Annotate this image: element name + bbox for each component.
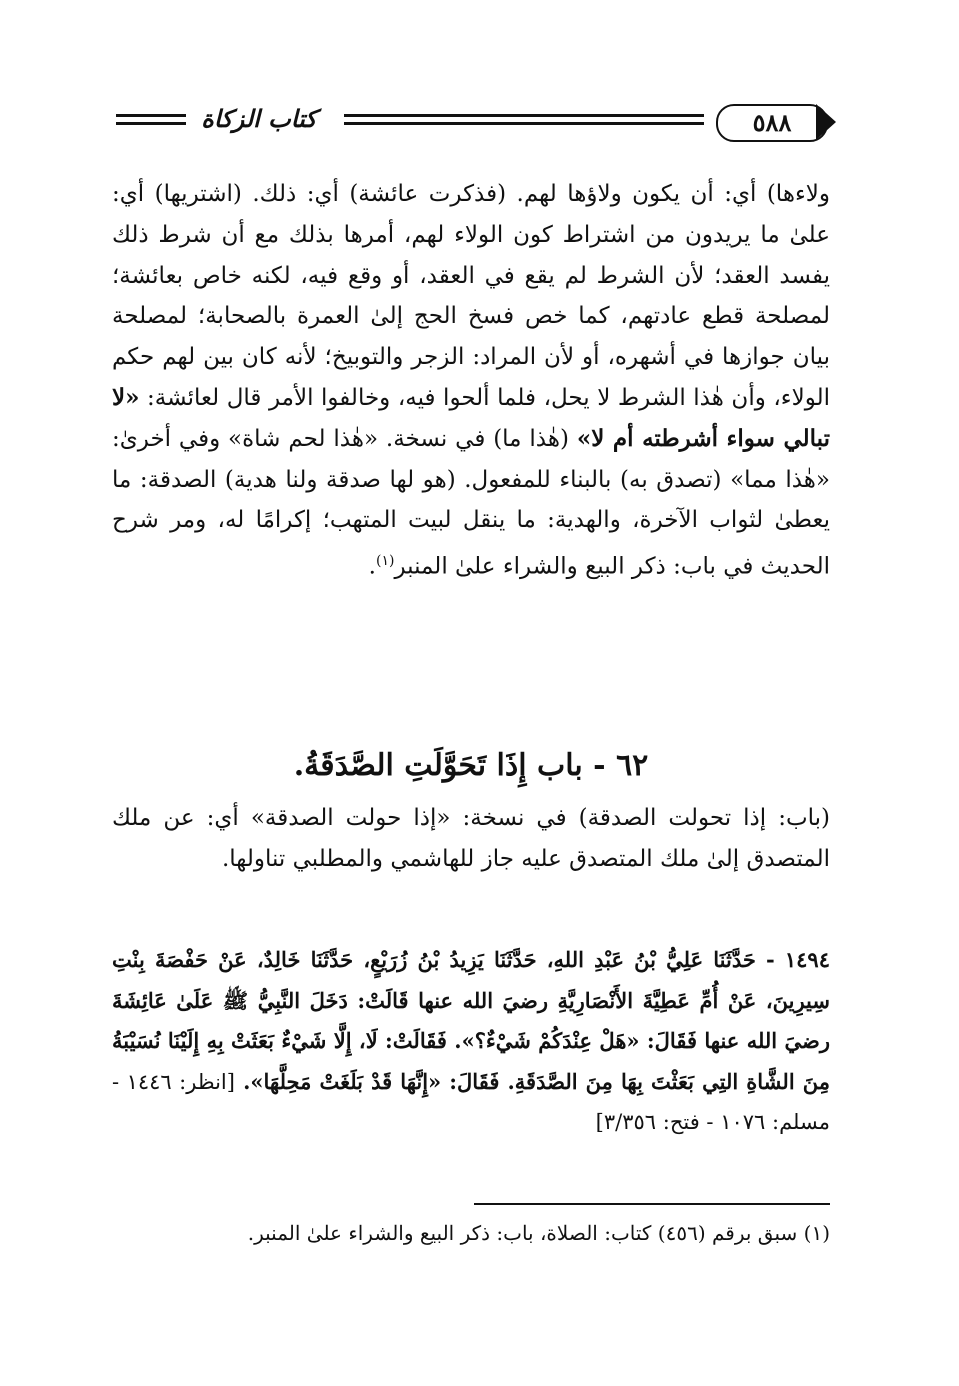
page-number: ٥٨٨ xyxy=(752,108,792,137)
commentary-text: ولاءها) أي: أن يكون ولاؤها لهم. (فذكرت عائشة) أي: ذلك. (اشتريها) أي: علىٰ ما يريدون من اشتراط كون الولاء لهم، أمرها بذلك مع أن شرط ذلك يفسد العقد؛ لأن الشرط لم يقع في العقد، أو وقع فيه، لكنه خاص بعائشة؛ لمصلحة قطع عادتهم، كما خص فسخ الحج إلىٰ العمرة بالصحابة؛ لمصلحة بيان جوازها في أشهره، أو لأن المراد: الزجر والتوبيخ؛ لأنه كان بين لهم حكم الولاء، وأن هٰذا الشرط لا يحل، فلما ألحوا فيه، وخالفوا الأمر قال لعائشة: «لا تبالي سواء أشرطته أم لا» (هٰذا ما) في نسخة. «هٰذا لحم شاة» وفي أخرىٰ: «هٰذا مما» (تصدق به) بالبناء للمفعول. (هو لها صدقة ولنا هدية) الصدقة: ما يعطىٰ لثواب الآخرة، والهدية: ما ينقل لبيت المتهب؛ إكرامًا له، ومر شرح الحديث في باب: ذكر البيع والشراء علىٰ المنبر$^{(١)}$. xyxy=(112,181,831,580)
hadith-block xyxy=(112,940,830,1143)
header-rule-mid-top xyxy=(344,114,704,117)
page-number-badge xyxy=(716,104,828,142)
commentary-text-part2: (هٰذا ما) في نسخة. «هٰذا لحم شاة» وفي أخرىٰ: «هٰذا مما» (تصدق به) بالبناء للمفعول. (هو لها صدقة ولنا هدية) الصدقة: ما يعطىٰ لثواب الآخرة، والهدية: ما ينقل لبيت المتهب؛ إكرامًا له، ومر شرح الحديث في باب: ذكر البيع والشراء علىٰ المنبر xyxy=(112,425,830,580)
running-title: كتاب الزكاة xyxy=(201,104,317,133)
header-rule-left-top xyxy=(116,114,186,117)
hadith-text: ١٤٩٤ - حَدَّثَنَا عَلِيُّ بْنُ عَبْدِ اللهِ، حَدَّثَنَا يَزِيدُ بْنُ زُرَيْعٍ، حَدَّثَنَا خَالِدٌ، عَنْ حَفْصَةَ بِنْتِ سِيرِينَ، عَنْ أُمِّ عَطِيَّةَ الأَنْصَارِيَّةِ رضيَ الله عنها قَالَتْ: دَخَلَ النَّبِيُّ ﷺ عَلَىٰ عَائِشَةَ رضيَ الله عنها فَقَالَ: «هَلْ عِنْدَكُمْ شَيْءٌ؟». فَقَالَتْ: لَا، إِلَّا شَيْءٌ بَعَثَتْ بِهِ إِلَيْنَا نُسَيْبَةُ مِنَ الشَّاةِ التِي بَعَثْتَ بِهَا مِنَ الصَّدَقَةِ. فَقَالَ: «إِنَّهَا قَدْ بَلَغَتْ مَحِلَّهَا». xyxy=(112,947,830,1094)
commentary-paragraph xyxy=(112,174,830,588)
chapter-heading: ٦٢ - باب إِذَا تَحَوَّلَتِ الصَّدَقَةُ. xyxy=(293,748,649,783)
chapter-commentary: (باب: إذا تحولت الصدقة) في نسخة: «إذا حولت الصدقة» أي: عن ملك المتصدق إلىٰ ملك المتصدق عليه جاز للهاشمي والمطلبي تناولها. xyxy=(112,805,830,872)
hadith-reference: [انظر: ١٤٤٦ - مسلم: ١٠٧٦ - فتح: ٣/٣٥٦] xyxy=(112,1069,830,1134)
footnote-divider xyxy=(474,1203,830,1205)
header-rule-mid-bottom xyxy=(344,122,704,125)
page-header xyxy=(112,98,830,144)
page-number-arrow-icon xyxy=(816,104,836,140)
footnote-ref: (١) xyxy=(375,553,395,570)
footnote: (١) سبق برقم (٤٥٦) كتاب: الصلاة، باب: ذكر البيع والشراء علىٰ المنبر. xyxy=(247,1221,830,1245)
header-rule-left-bottom xyxy=(116,122,186,125)
bold-quote: «لا تبالي سواء أشرطته أم لا» xyxy=(112,383,831,452)
commentary-text-part1: ولاءها) أي: أن يكون ولاؤها لهم. (فذكرت عائشة) أي: ذلك. (اشتريها) أي: علىٰ ما يريدون من اشتراط كون الولاء لهم، أمرها بذلك مع أن شرط ذلك يفسد العقد؛ لأن الشرط لم يقع في العقد، أو وقع فيه، لكنه خاص بعائشة؛ لمصلحة قطع عادتهم، كما خص فسخ الحج إلىٰ العمرة بالصحابة؛ لمصلحة بيان جوازها في أشهره، أو لأن المراد: الزجر والتوبيخ؛ لأنه كان بين لهم حكم الولاء، وأن هٰذا الشرط لا يحل، فلما ألحوا فيه، وخالفوا الأمر قال لعائشة: xyxy=(112,181,830,411)
